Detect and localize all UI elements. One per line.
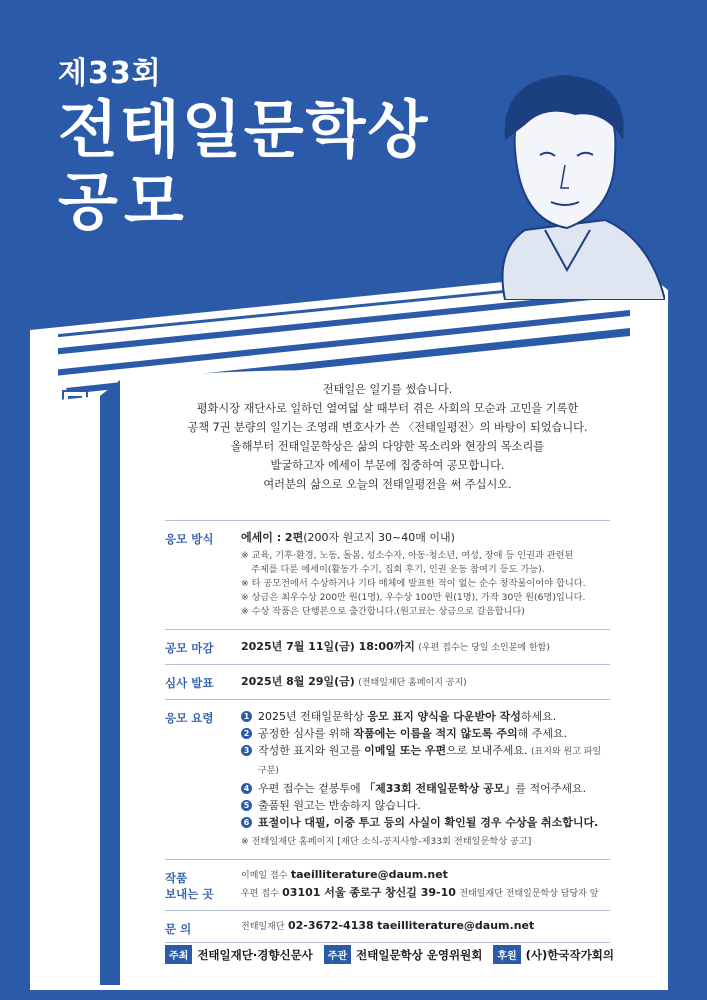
- row-label: 응모 방식: [165, 532, 214, 546]
- contact-phone[interactable]: 02-3672-4138: [287, 919, 374, 932]
- guide-step: 5 출품된 원고는 반송하지 않습니다.: [241, 797, 610, 814]
- step-number: 2: [241, 728, 252, 739]
- main-title: [58, 94, 429, 166]
- post-prefix: 우편 접수: [241, 889, 279, 899]
- intro-line: 평화시장 재단사로 일하던 열여덟 살 때부터 겪은 사회의 모순과 고민을 기록한: [196, 402, 579, 415]
- row-label: 문 의: [165, 922, 192, 936]
- portrait-sketch: [455, 70, 665, 300]
- row-deadline: [165, 629, 610, 664]
- step-number: 3: [241, 745, 252, 756]
- title-block: [58, 48, 429, 238]
- guide-step: 4 우편 접수는 겉봉투에 「제33회 전태일문학상 공모」를 적어주세요.: [241, 780, 610, 797]
- email-address[interactable]: taeilliterature@daum.net: [290, 868, 448, 881]
- method-detail: (200자 원고지 30~40매 이내): [303, 531, 455, 544]
- row-contact: [165, 910, 610, 943]
- intro-text: [165, 380, 610, 494]
- method-note: ※ 교육, 기후·환경, 노동, 돌봄, 성소수자, 아동·청소년, 여성, 장애 등 인권과 관련된: [241, 550, 574, 561]
- info-table: [165, 520, 610, 943]
- host-name: 전태일재단·경향신문사: [197, 947, 313, 962]
- post-recipient: 전태일재단 전태일문학상 담당자 앞: [459, 889, 599, 899]
- method-main: 에세이 : 2편: [241, 531, 304, 544]
- guide-step: 3 작성한 표지와 원고를 이메일 또는 우편으로 보내주세요. (표지와 원고 파일 구분): [241, 742, 610, 780]
- method-note: ※ 상금은 최우수상 200만 원(1명), 우수상 100만 원(1명), 가작 30만 원(6명)입니다.: [241, 592, 586, 603]
- post-address: 03101 서울 종로구 창신길 39-10: [282, 886, 456, 899]
- row-guide: [165, 699, 610, 859]
- deadline-date: 2025년 7월 11일(금) 18:00까지: [241, 640, 415, 653]
- guide-step: 6 표절이나 대필, 이중 투고 등의 사실이 확인될 경우 수상을 취소합니다.: [241, 814, 610, 831]
- intro-line: 여러분의 삶으로 오늘의 전태일평전을 써 주십시오.: [263, 478, 512, 491]
- sponsor-tag: 후원: [493, 945, 520, 964]
- organizer-name: 전태일문학상 운영위원회: [356, 947, 483, 962]
- announce-note: (전태일재단 홈페이지 공지): [358, 678, 467, 688]
- contact-email[interactable]: taeilliterature@daum.net: [377, 919, 535, 932]
- intro-line: 전태일은 일기를 썼습니다.: [322, 383, 453, 396]
- guide-note: ※ 전태일재단 홈페이지 [재단 소식-공지사항-제33회 전태일문학상 공고]: [241, 836, 532, 847]
- intro-line: 공책 7권 분량의 일기는 조영래 변호사가 쓴 〈전태일평전〉의 바탕이 되었습니다.: [187, 421, 588, 434]
- row-announce: [165, 664, 610, 699]
- row-label: 공모 마감: [165, 641, 214, 655]
- title-part1: 전태일: [58, 93, 244, 166]
- intro-line: 올해부터 전태일문학상은 삶의 다양한 목소리와 현장의 목소리를: [230, 440, 545, 453]
- title-part3: 학상: [305, 93, 430, 166]
- title-part2: 문: [243, 93, 306, 166]
- row-method: [165, 520, 610, 629]
- organizer-tag: 주관: [324, 945, 351, 964]
- method-note: 주제를 다룬 에세이(활동가 수기, 집회 후기, 인권 운동 참여기 등도 가능).: [251, 564, 545, 575]
- announce-date: 2025년 8월 29일(금): [241, 675, 355, 688]
- sponsor-name: (사)한국작가회의: [525, 947, 614, 962]
- row-label: 심사 발표: [165, 676, 214, 690]
- credits-footer: [165, 945, 625, 964]
- email-prefix: 이메일 접수: [241, 871, 288, 881]
- row-label: 작품 보내는 곳: [165, 871, 214, 901]
- row-send: [165, 859, 610, 910]
- deadline-note: (우편 접수는 당일 소인분에 한함): [418, 643, 550, 653]
- step-number: 4: [241, 783, 252, 794]
- guide-step: 1 2025년 전태일문학상 응모 표지 양식을 다운받아 작성하세요.: [241, 708, 610, 725]
- step-number: 5: [241, 800, 252, 811]
- host-tag: 주최: [165, 945, 192, 964]
- sub-title: 공모: [58, 165, 190, 238]
- guide-step: 2 공정한 심사를 위해 작품에는 이름을 적지 않도록 주의해 주세요.: [241, 725, 610, 742]
- step-number: 1: [241, 711, 252, 722]
- intro-line: 발굴하고자 에세이 부문에 집중하여 공모합니다.: [270, 459, 505, 472]
- edition-label: 제33회: [58, 56, 162, 91]
- step-number: 6: [241, 817, 252, 828]
- row-label: 응모 요령: [165, 711, 214, 725]
- method-note: ※ 수상 작품은 단행본으로 출간합니다.(원고료는 상금으로 갈음합니다): [241, 606, 525, 617]
- contact-org: 전태일재단: [241, 922, 285, 932]
- method-note: ※ 타 공모전에서 수상하거나 기타 매체에 발표한 적이 없는 순수 창작물이어야 합니다.: [241, 578, 586, 589]
